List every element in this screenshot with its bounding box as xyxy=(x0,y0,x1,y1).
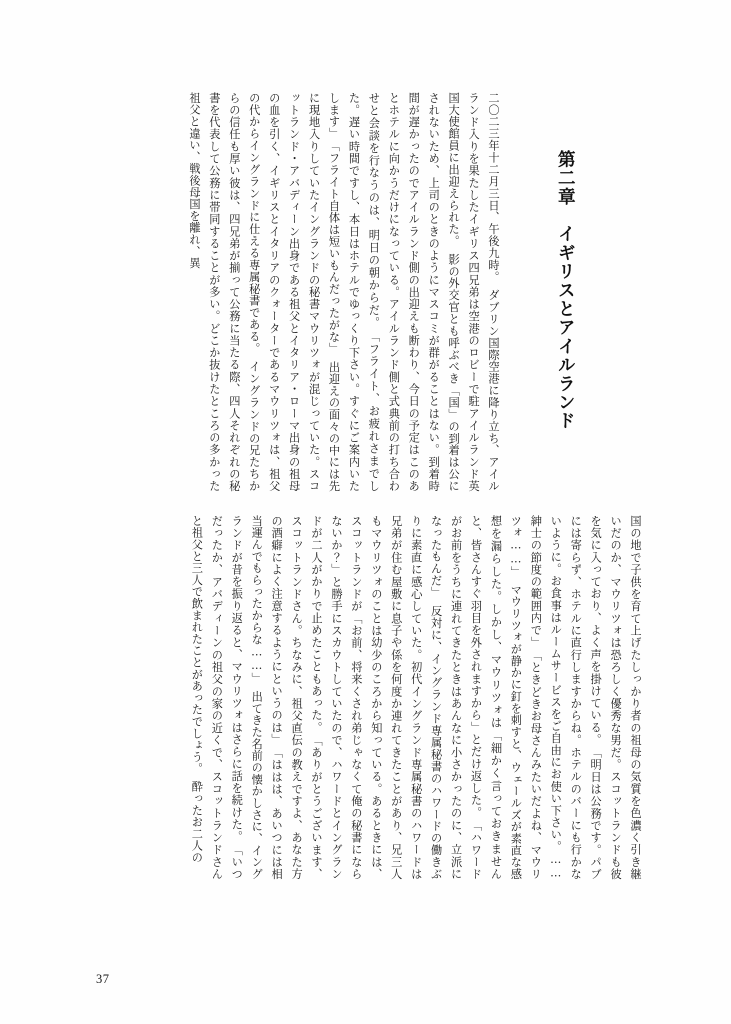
chapter-title: 第二章 イギリスとアイルランド xyxy=(555,150,576,431)
page-number: 37 xyxy=(96,972,110,986)
body-text-lower: 国の地で子供を育て上げたしっかり者の祖母の気質を色濃く引き継いだのか、マウリツォは恐ろしく優秀な男だ。スコットランドも彼を気に入っており、よく声を掛けている。 「明日は公務です。パブには寄らず、ホテルに直行しますからね。ホテルのバーにも行かないように。お食事はルームサービスをご自由にお使い下さい。……紳士の節度の範囲内で」 「ときどきお母さんみたいだよね、マウリツォ……」 マウリツォが静かに釘を刺すと、ウェールズが素直な感想を漏らした。しかし、マウリツォは「細かく言っておきませんと、皆さんすぐ羽目を外されますから」とだけ返した。 「ハワードがお前をうちに連れてきたときはあんなに小さかったのに、立派になったもんだ」 反対に、イングランド専属秘書のハワードの働きぶりに素直に感心していた。初代イングランド専属秘書のハワードは兄弟が住む屋敷に息子や係を何度か連れてきたことがあり、兄三人もマウリツォのことは幼少のころから知っている。あるときには、スコットランドが「お前、将来くされ弟じゃなくて俺の秘書にならないか？」と勝手にスカウトしていたので、ハワードとイングランドが二人がかりで止めたこともあった。 「ありがとうございます、スコットランドさん。ちなみに、祖父直伝の教えですよ、あなた方の酒癖によく注意するようにというのは」 「ははは、あいつには相当運んでもらったからな……」 出てきた名前の懐かしさに、イングランドが昔を振り返ると、マウリツォはさらに話を続けた。 「いつだったか、アバディーンの祖父の家の近くで、スコットランドさんと祖父と三人で飲まれたことがあったでしょう。 酔ったお二人の xyxy=(190,515,642,880)
body-text-upper: 二〇二三年十二月三日、午後九時。 ダブリン国際空港に降り立ち、アイルランド入りを果たしたイギリス四兄弟は空港のロビーで駐アイルランド英国大使館員に出迎えられた。 影の外交官とも呼ぶべき「国」の到着は公にされないため、上司のときのようにマスコミが群がることはない。到着時間が遅かったのでアイルランド側の出迎えも断わり、今日の予定はこのあとホテルに向かうだけになっている。アイルランド側と式典前の打ち合わせと会談を行なうのは、明日の朝からだ。 「フライト、お疲れさまでした。遅い時間ですし、本日はホテルでゆっくり下さい。すぐにご案内いたします」 「フライト自体は短いもんだったがな」 出迎えの面々の中には先に現地入りしていたイングランドの秘書マウリツォが混じっていた。スコットランド・アバディーン出身である祖父とイタリア・ローマ出身の祖母の血を引く、イギリスとイタリアのクォーターであるマウリツォは、祖父の代からイングランドに仕える専属秘書である。 イングランドの兄たちからの信任も厚い彼は、四兄弟が揃って公務に当たる際、四人それぞれの秘書を代表して公務に帯同することが多い。どこか抜けたところの多かった祖父と違い、戦後母国を離れ、異 xyxy=(187,92,500,492)
